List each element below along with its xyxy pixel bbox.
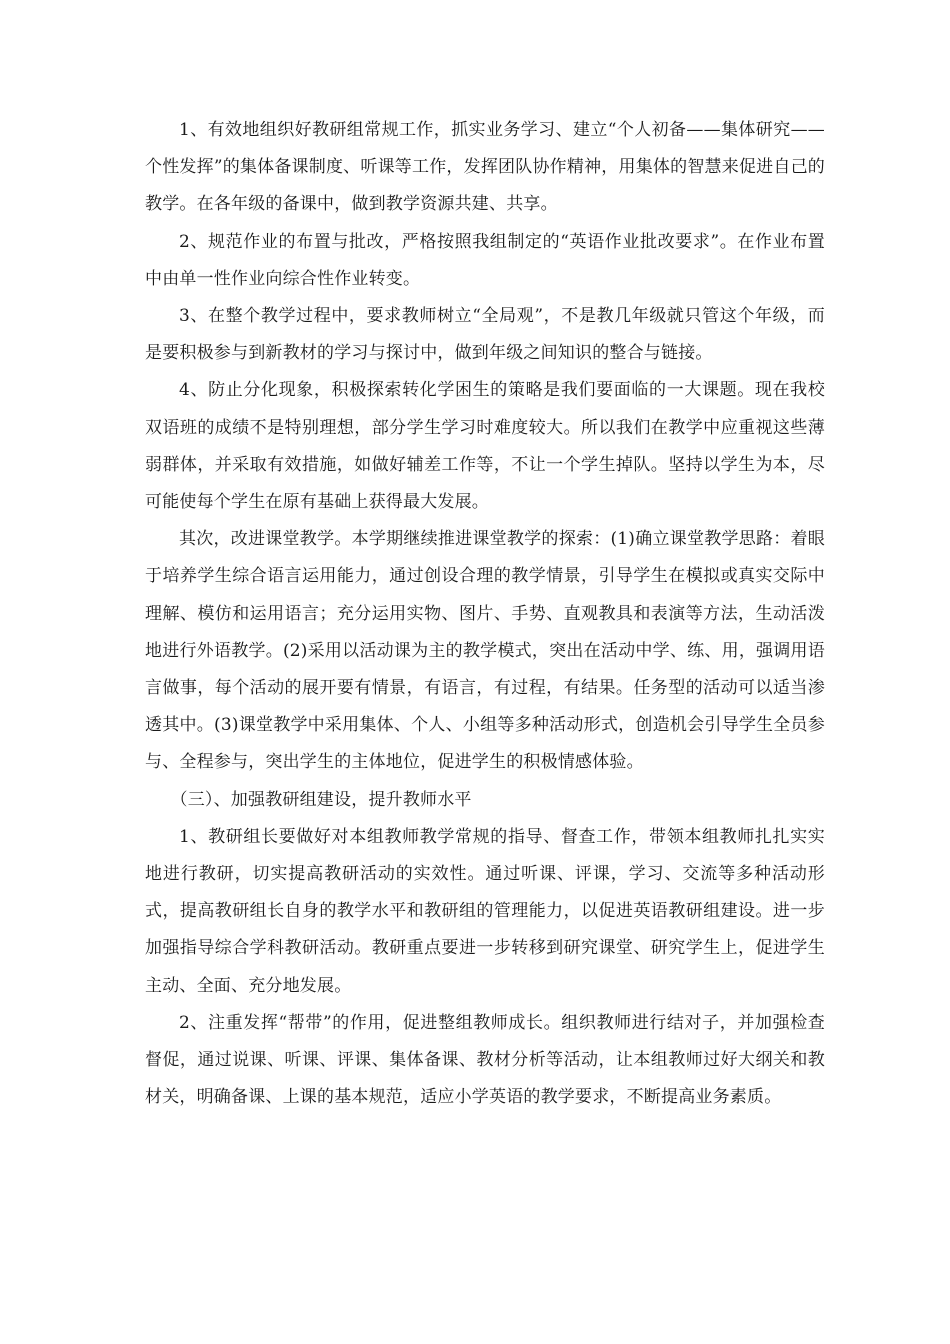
paragraph-improve-classroom-teaching: 其次，改进课堂教学。本学期继续推进课堂教学的探索：(1)确立课堂教学思路：着眼于培养学生综合语言运用能力，通过创设合理的教学情景，引导学生在模拟或真实交际中理解、模仿和运用语言；充分运用实物、图片、手势、直观教具和表演等方法，生动活泼地进行外语教学。(2)采用以活动课为主的教学模式，突出在活动中学、练、用，强调用语言做事，每个活动的展开要有情景，有语言，有过程，有结果。任务型的活动可以适当渗透其中。(3)课堂教学中采用集体、个人、小组等多种活动形式，创造机会引导学生全员参与、全程参与，突出学生的主体地位，促进学生的积极情感体验。 [145,529,825,773]
paragraph-prevent-differentiation: 4、防止分化现象，积极探索转化学困生的策略是我们要面临的一大课题。现在我校双语班的成绩不是特别理想，部分学生学习时难度较大。所以我们在教学中应重视这些薄弱群体，并采取有效措施，如做好辅差工作等，不让一个学生掉队。坚持以学生为本，尽可能使每个学生在原有基础上获得最大发展。 [145,380,825,513]
paragraph-group-leader-guidance: 1、教研组长要做好对本组教师教学常规的指导、督查工作，带领本组教师扎扎实实地进行教研，切实提高教研活动的实效性。通过听课、评课，学习、交流等多种活动形式，提高教研组长自身的教学水平和教研组的管理能力，以促进英语教研组建设。进一步加强指导综合学科教研活动。教研重点要进一步转移到研究课堂、研究学生上，促进学生主动、全面、充分地发展。 [145,826,825,996]
paragraph-mentoring: 2、注重发挥“帮带”的作用，促进整组教师成长。组织教师进行结对子，并加强检查督促，通过说课、听课、评课、集体备课、教材分析等活动，让本组教师过好大纲关和教材关，明确备课、上课的基本规范，适应小学英语的教学要求，不断提高业务素质。 [145,1012,825,1108]
paragraph-collective-lesson-prep: 1、有效地组织好教研组常规工作，抓实业务学习、建立“个人初备——集体研究——个性发挥”的集体备课制度、听课等工作，发挥团队协作精神，用集体的智慧来促进自己的教学。在各年级的备课中，做到教学资源共建、共享。 [145,120,825,215]
section-heading-3: （三）、加强教研组建设，提升教师水平 [170,789,472,810]
document-body [145,112,825,1116]
paragraph-global-view: 3、在整个教学过程中，要求教师树立“全局观”，不是教几年级就只管这个年级，而是要积极参与到新教材的学习与探讨中，做到年级之间知识的整合与链接。 [145,306,825,364]
paragraph-homework-standards: 2、规范作业的布置与批改，严格按照我组制定的“英语作业批改要求”。在作业布置中由单一性作业向综合性作业转变。 [145,231,825,289]
